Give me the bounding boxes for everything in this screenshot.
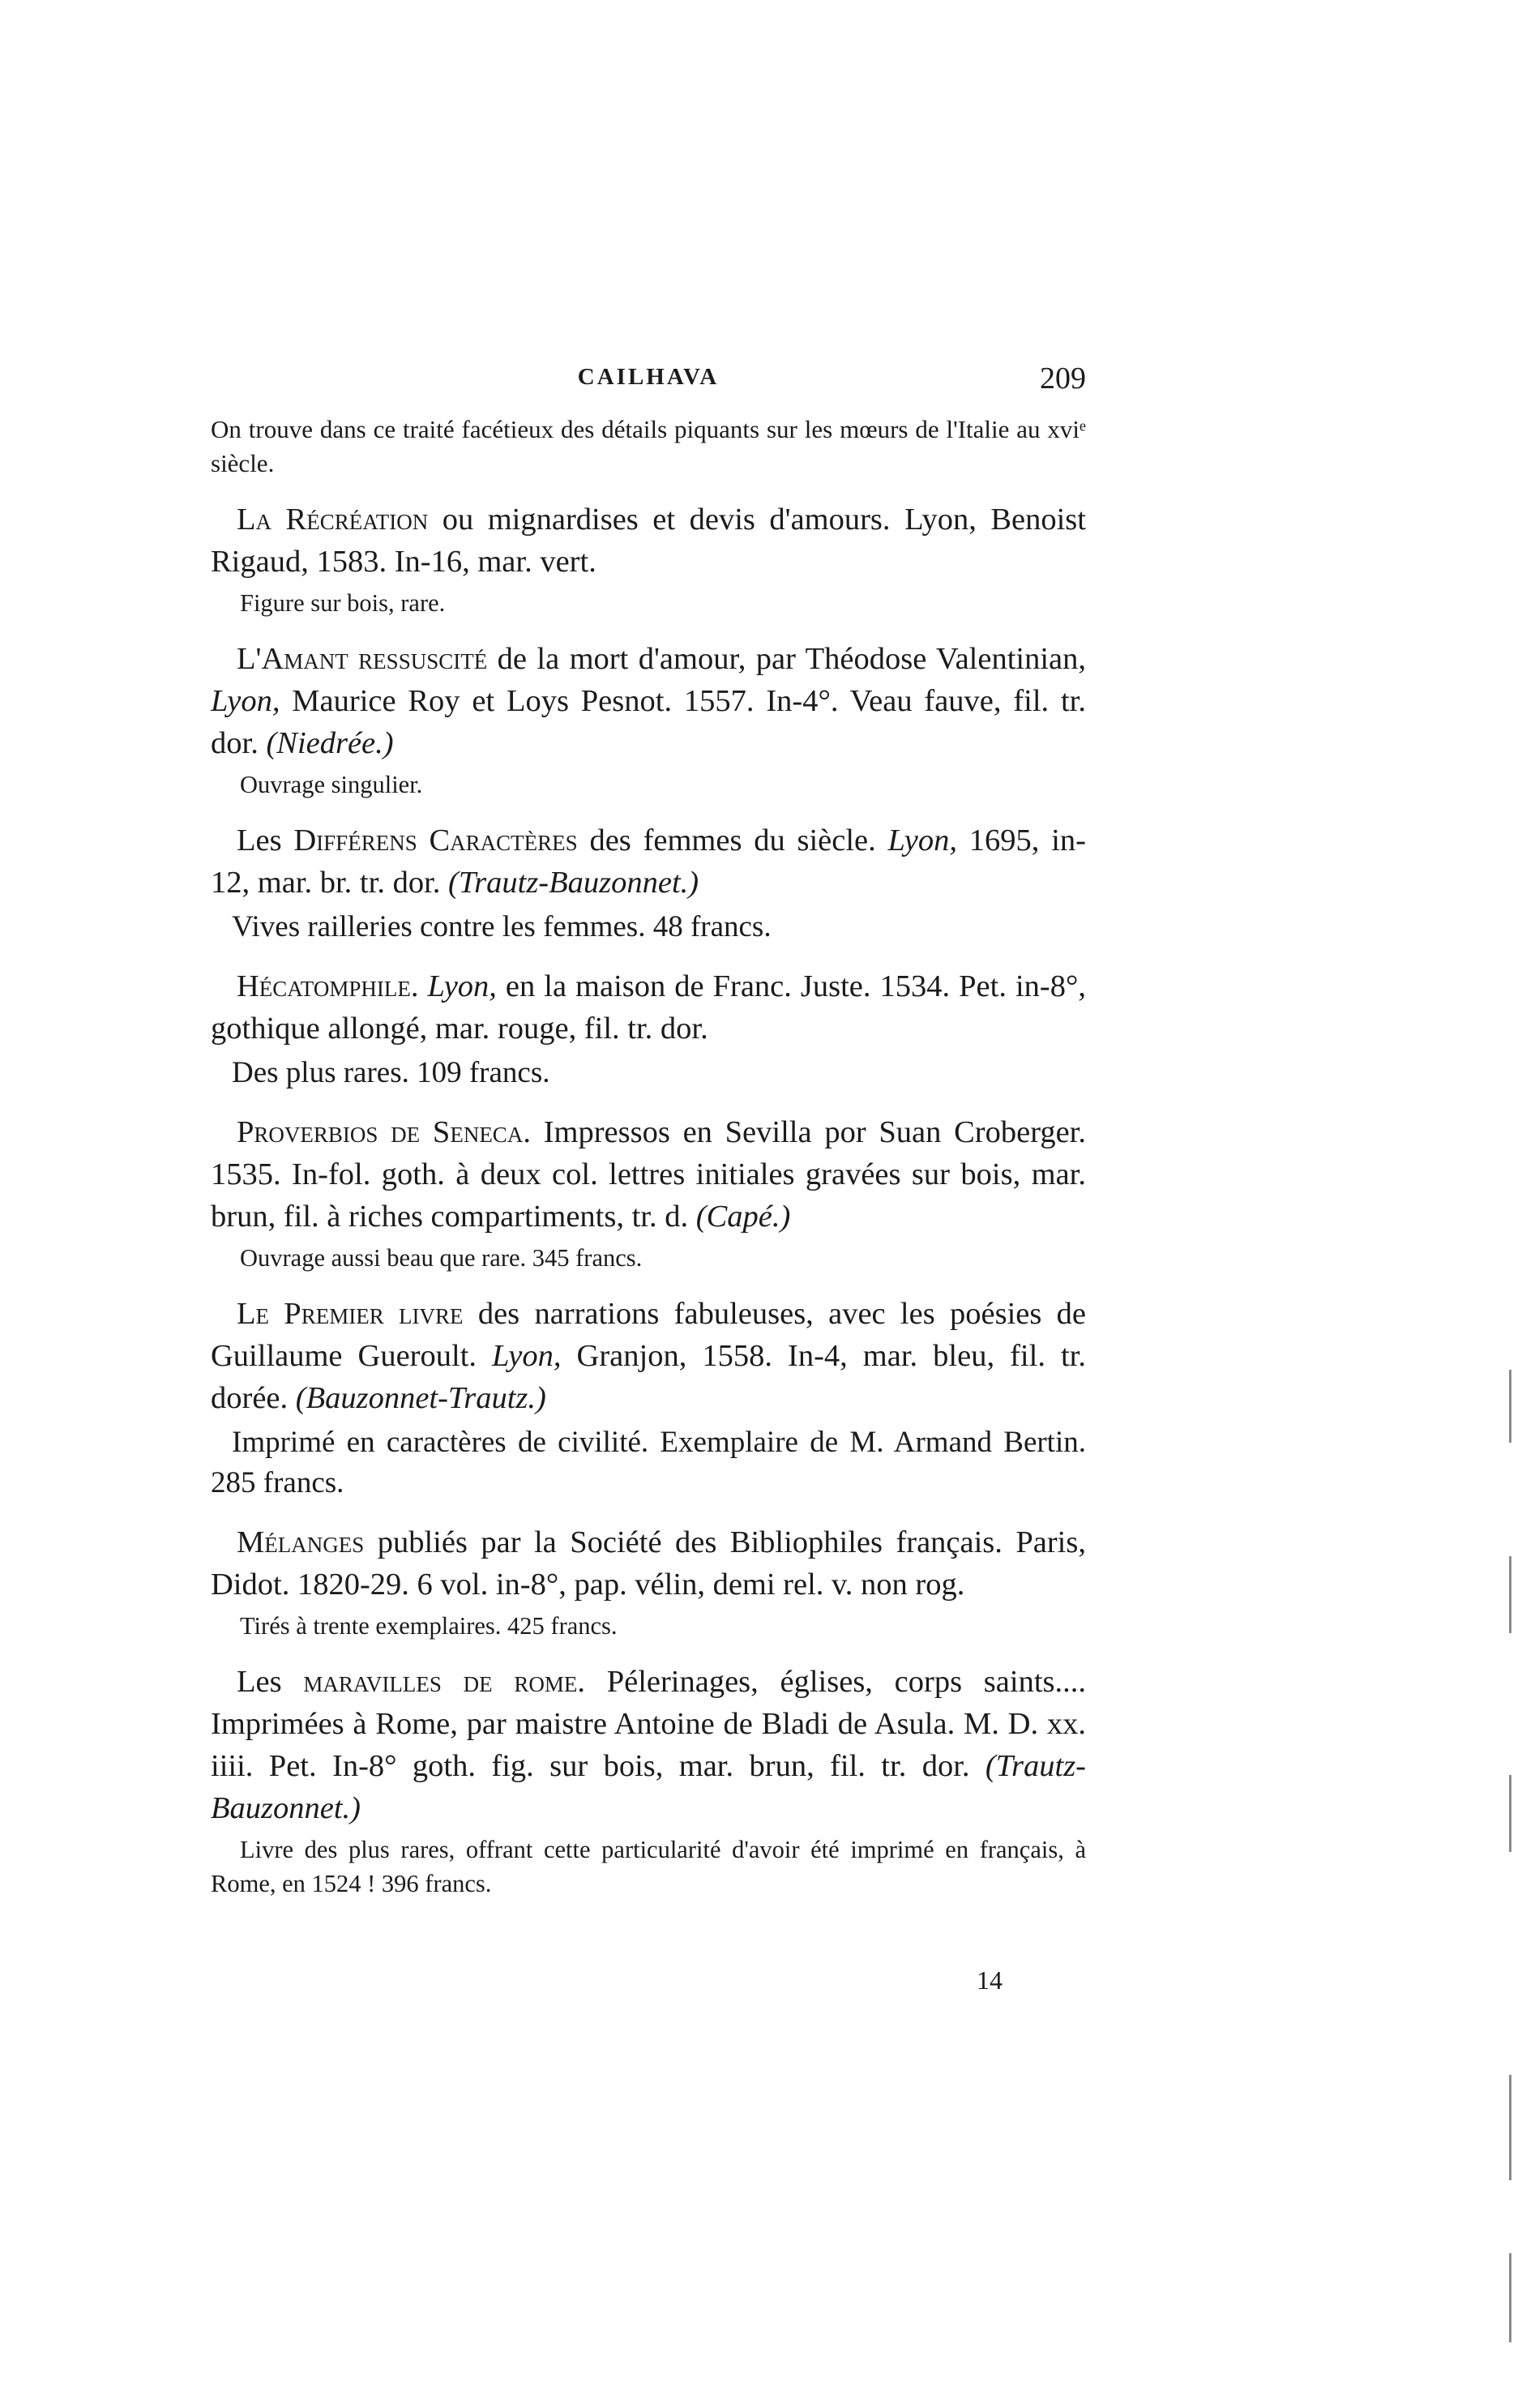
- entry-description: de la mort d'amour, par Théodose Valentinian,: [487, 642, 1086, 676]
- margin-scan-mark: [1509, 1775, 1511, 1852]
- entry-6: [211, 1293, 1086, 1503]
- entry-description: Pélerinages, églises, corps saints.... Imprimées à Rome, par maistre Antoine de Bladi de Asula. M. D. xx. iiii. Pet. In-8° goth. fig. sur bois, mar. brun, fil. tr. dor.: [211, 1665, 1086, 1783]
- entry-lead: Les: [237, 823, 294, 858]
- entry-binder: (Trautz-Bauzonnet.): [211, 1749, 1086, 1825]
- entry-note: Imprimé en caractères de civilité. Exemplaire de M. Armand Bertin. 285 francs.: [211, 1426, 1086, 1499]
- entry-5: [211, 1111, 1086, 1275]
- entry-description: des narrations fabuleuses, avec les poésies de Guillaume Gueroult.: [211, 1297, 1086, 1373]
- entry-text: [211, 1111, 1086, 1238]
- entry-description: Impressos en Sevilla por Suan Croberger. 1535. In-fol. goth. à deux col. lettres initiales gravées sur bois, mar. brun, fil. à riches compartiments, tr. d.: [211, 1115, 1087, 1234]
- entry-note: Ouvrage singulier.: [240, 771, 423, 798]
- entry-description: Granjon, 1558. In-4, mar. bleu, fil. tr. dorée.: [211, 1339, 1086, 1415]
- entry-binder: (Bauzonnet-Trautz.): [295, 1381, 546, 1415]
- entry-title: L'Amant ressuscité: [237, 642, 488, 676]
- entry-7: [211, 1521, 1086, 1643]
- entry-title: La Récréation: [237, 503, 429, 537]
- entry-2: [211, 638, 1086, 802]
- entry-text: [211, 638, 1086, 764]
- running-head: CAILHAVA: [577, 364, 720, 390]
- entry-4: [211, 965, 1086, 1093]
- entry-binder: (Trautz-Bauzonnet.): [448, 866, 699, 900]
- entry-text: [211, 1293, 1086, 1419]
- entry-title: Hécatomphile.: [237, 969, 419, 1003]
- entry-description: des femmes du siècle.: [577, 823, 888, 858]
- entry-text: [211, 819, 1086, 904]
- page-header: [211, 361, 1086, 409]
- entry-text: [211, 1521, 1086, 1606]
- entry-title: maravilles de rome.: [303, 1665, 585, 1699]
- margin-scan-mark: [1509, 1556, 1511, 1633]
- entry-note: Figure sur bois, rare.: [240, 589, 446, 617]
- entry-description: publiés par la Société des Bibliophiles français. Paris, Didot. 1820-29. 6 vol. in-8°, pap. vélin, demi rel. v. non rog.: [211, 1525, 1086, 1602]
- entry-binder: (Niedrée.): [266, 726, 394, 760]
- entry-description: ou mignardises et devis d'amours. Lyon, Benoist Rigaud, 1583. In-16, mar. vert.: [211, 503, 1086, 579]
- entry-note: Des plus rares. 109 francs.: [232, 1056, 550, 1089]
- entry-note: Vives railleries contre les femmes. 48 francs.: [232, 910, 772, 943]
- entry-note: Livre des plus rares, offrant cette particularité d'avoir été imprimé en français, à Rome, en 1524 ! 396 francs.: [211, 1836, 1086, 1897]
- entry-note: On trouve dans ce traité facétieux des détails piquants sur les mœurs de l'Italie au xviᵉ siècle.: [211, 415, 1086, 477]
- entry-title: Mélanges: [237, 1525, 365, 1559]
- margin-scan-mark: [1509, 2075, 1511, 2180]
- entry-text: [211, 965, 1086, 1050]
- entry-place: Lyon,: [211, 684, 280, 718]
- entry-text: [211, 1661, 1086, 1829]
- signature-mark: 14: [977, 1965, 1003, 1995]
- entry-description: Maurice Roy et Loys Pesnot. 1557. In-4°. Veau fauve, fil. tr. dor.: [211, 684, 1086, 760]
- entry-title: Le Premier livre: [237, 1297, 464, 1331]
- entry-8: [211, 1661, 1086, 1901]
- margin-scan-mark: [1509, 2253, 1511, 2342]
- catalogue-entries: [211, 409, 1086, 1918]
- entry-place: Lyon,: [492, 1339, 562, 1373]
- entry-description: 1695, in-12, mar. br. tr. dor.: [211, 823, 1086, 900]
- entry-lead: Les: [237, 1665, 304, 1699]
- entry-title: Proverbios de Seneca.: [237, 1115, 531, 1149]
- entry-note: Ouvrage aussi beau que rare. 345 francs.: [240, 1244, 643, 1272]
- page-number: 209: [1040, 361, 1086, 396]
- entry-1: [211, 498, 1086, 620]
- entry-note: Tirés à trente exemplaires. 425 francs.: [240, 1612, 618, 1640]
- entry-binder: (Capé.): [695, 1200, 791, 1234]
- entry-text: [211, 498, 1086, 583]
- entry-0: [211, 413, 1086, 481]
- entry-description: [418, 969, 427, 1003]
- entry-3: [211, 819, 1086, 947]
- entry-description: en la maison de Franc. Juste. 1534. Pet. in-8°, gothique allongé, mar. rouge, fil. tr. dor.: [211, 969, 1086, 1046]
- entry-place: Lyon,: [427, 969, 497, 1003]
- entry-place: Lyon,: [887, 823, 958, 858]
- margin-scan-mark: [1509, 1370, 1511, 1443]
- entry-title: Différens Caractères: [293, 823, 578, 858]
